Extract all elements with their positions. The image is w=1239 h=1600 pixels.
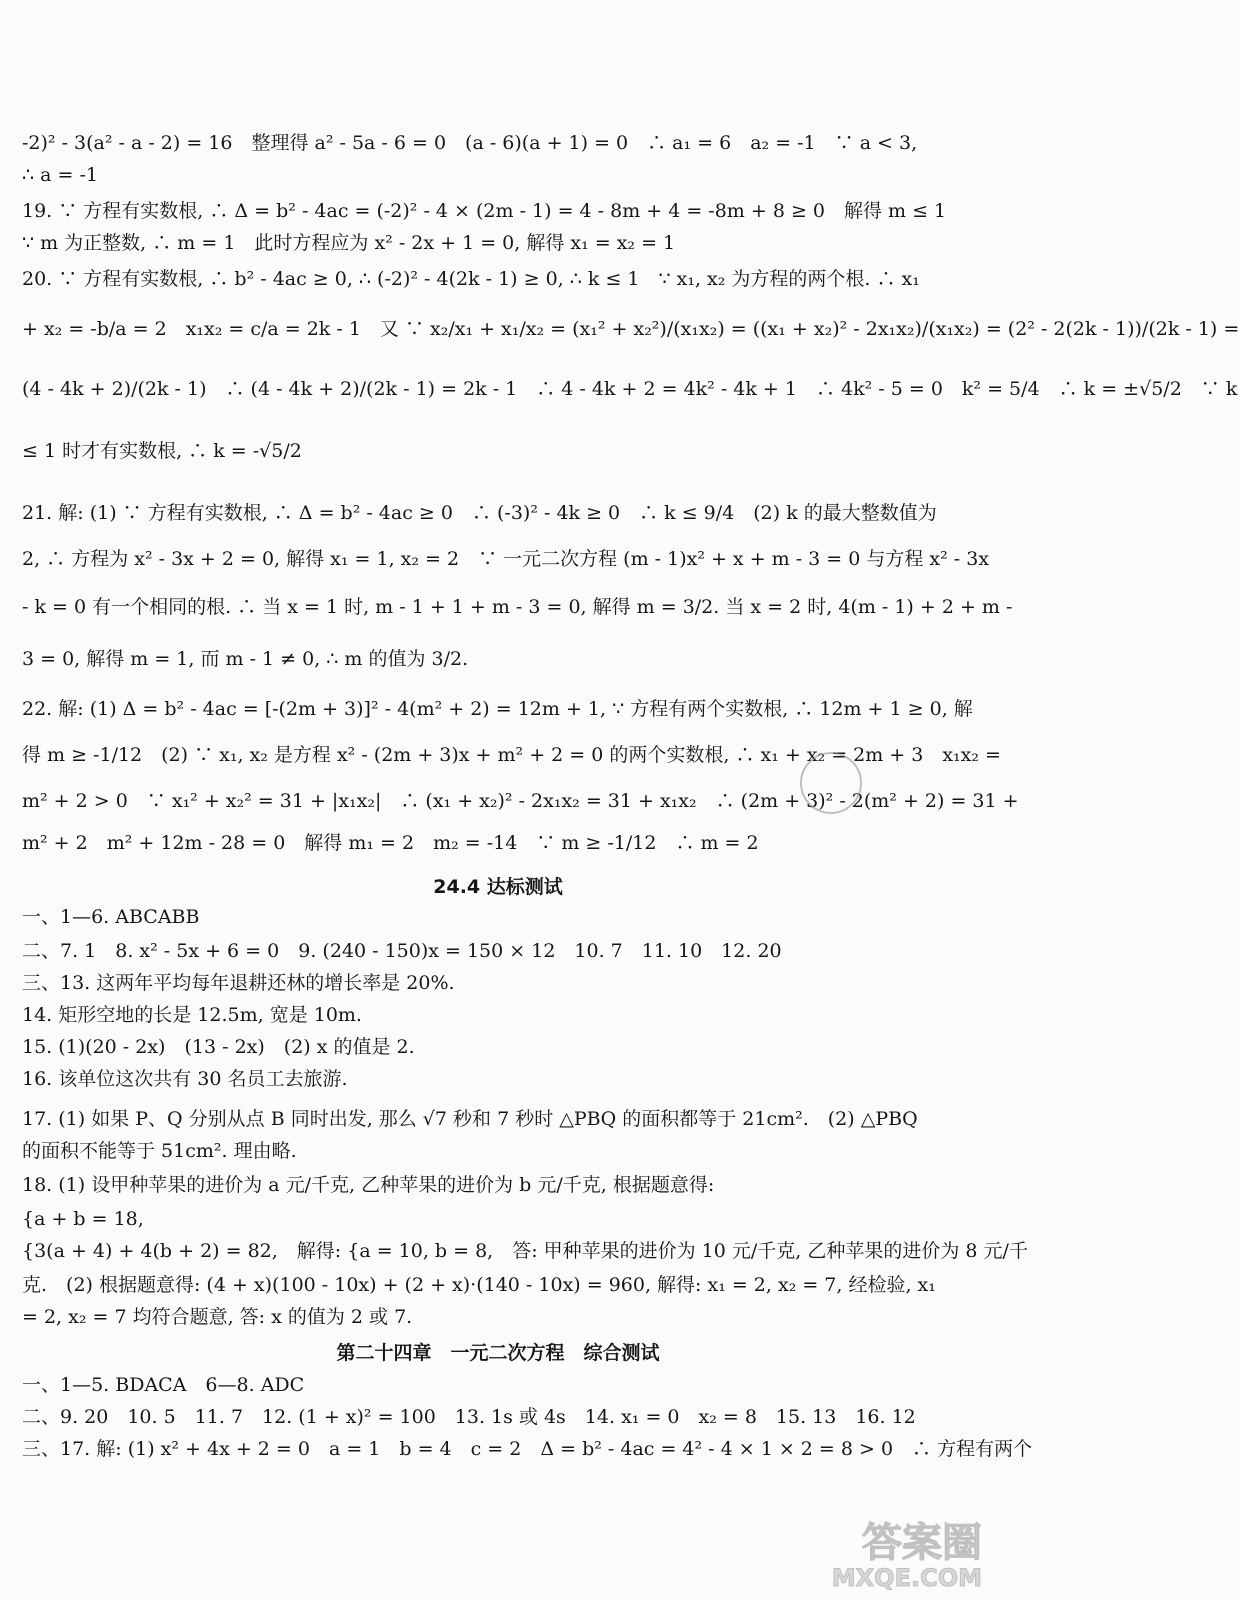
text-line: ≤ 1 时才有实数根, ∴ k = -√5/2	[22, 440, 302, 462]
watermark-url: MXQE.COM	[831, 1564, 982, 1592]
text-line: {a + b = 18,	[22, 1208, 144, 1230]
text-line: 三、17. 解: (1) x² + 4x + 2 = 0 a = 1 b = 4 c = 2 Δ = b² - 4ac = 4² - 4 × 1 × 2 = 8 > 0 ∴ 方程有两个	[22, 1438, 1033, 1460]
text-line: 二、9. 20 10. 5 11. 7 12. (1 + x)² = 100 13. 1s 或 4s 14. x₁ = 0 x₂ = 8 15. 13 16. 12	[22, 1406, 916, 1428]
text-line: 3 = 0, 解得 m = 1, 而 m - 1 ≠ 0, ∴ m 的值为 3/2.	[22, 648, 469, 670]
chapter-heading: 第二十四章 一元二次方程 综合测试	[336, 1342, 660, 1364]
text-line: -2)² - 3(a² - a - 2) = 16 整理得 a² - 5a - 6 = 0 (a - 6)(a + 1) = 0 ∴ a₁ = 6 a₂ = -1 ∵ a < 3,	[22, 132, 918, 154]
text-line: 克. (2) 根据题意得: (4 + x)(100 - 10x) + (2 + x)·(140 - 10x) = 960, 解得: x₁ = 2, x₂ = 7, 经检验, x₁	[22, 1274, 936, 1296]
text-line: 15. (1)(20 - 2x) (13 - 2x) (2) x 的值是 2.	[22, 1036, 415, 1058]
text-line: 一、1—5. BDACA 6—8. ADC	[22, 1374, 305, 1396]
text-line: + x₂ = -b/a = 2 x₁x₂ = c/a = 2k - 1 又 ∵ x₂/x₁ + x₁/x₂ = (x₁² + x₂²)/(x₁x₂) = ((x₁ + x₂)² - 2x₁x₂)/(x₁x₂) = (2² - 2(2k - 1))/(2k - 1) =	[22, 318, 1239, 340]
text-line: 19. ∵ 方程有实数根, ∴ Δ = b² - 4ac = (-2)² - 4 × (2m - 1) = 4 - 8m + 4 = -8m + 8 ≥ 0 解得 m ≤ 1	[22, 200, 947, 222]
text-line: ∴ a = -1	[22, 164, 98, 186]
text-line: 18. (1) 设甲种苹果的进价为 a 元/千克, 乙种苹果的进价为 b 元/千克, 根据题意得:	[22, 1174, 715, 1196]
text-line: 16. 该单位这次共有 30 名员工去旅游.	[22, 1068, 348, 1090]
text-line: 14. 矩形空地的长是 12.5m, 宽是 10m.	[22, 1004, 362, 1026]
text-line: - k = 0 有一个相同的根. ∴ 当 x = 1 时, m - 1 + 1 + m - 3 = 0, 解得 m = 3/2. 当 x = 2 时, 4(m - 1) + 2 + m -	[22, 596, 1013, 618]
text-line: 的面积不能等于 51cm². 理由略.	[22, 1140, 297, 1162]
text-line: m² + 2 m² + 12m - 28 = 0 解得 m₁ = 2 m₂ = -14 ∵ m ≥ -1/12 ∴ m = 2	[22, 832, 759, 854]
watermark-logo	[814, 1512, 984, 1592]
stamp-seal	[800, 752, 862, 814]
text-line: = 2, x₂ = 7 均符合题意, 答: x 的值为 2 或 7.	[22, 1306, 413, 1328]
text-line: (4 - 4k + 2)/(2k - 1) ∴ (4 - 4k + 2)/(2k - 1) = 2k - 1 ∴ 4 - 4k + 2 = 4k² - 4k + 1 ∴ 4k² - 5 = 0 k² = 5/4 ∴ k = ±√5/2 ∵ k	[22, 378, 1238, 400]
text-line: 21. 解: (1) ∵ 方程有实数根, ∴ Δ = b² - 4ac ≥ 0 ∴ (-3)² - 4k ≥ 0 ∴ k ≤ 9/4 (2) k 的最大整数值为	[22, 502, 937, 524]
watermark-text: 答案圈	[862, 1520, 982, 1566]
text-line: 17. (1) 如果 P、Q 分别从点 B 同时出发, 那么 √7 秒和 7 秒时 △PBQ 的面积都等于 21cm². (2) △PBQ	[22, 1108, 918, 1130]
text-line: m² + 2 > 0 ∵ x₁² + x₂² = 31 + |x₁x₂| ∴ (x₁ + x₂)² - 2x₁x₂ = 31 + x₁x₂ ∴ (2m + 3)² - 2(m² + 2) = 31 +	[22, 790, 1019, 812]
text-line: ∵ m 为正整数, ∴ m = 1 此时方程应为 x² - 2x + 1 = 0, 解得 x₁ = x₂ = 1	[22, 232, 676, 254]
text-line: 得 m ≥ -1/12 (2) ∵ x₁, x₂ 是方程 x² - (2m + 3)x + m² + 2 = 0 的两个实数根, ∴ x₁ + x₂ = 2m + 3 x₁x₂ =	[22, 744, 1001, 766]
text-line: 一、1—6. ABCABB	[22, 906, 200, 928]
text-line: 三、13. 这两年平均每年退耕还林的增长率是 20%.	[22, 972, 455, 994]
text-line: {3(a + 4) + 4(b + 2) = 82, 解得: {a = 10, b = 8, 答: 甲种苹果的进价为 10 元/千克, 乙种苹果的进价为 8 元/千	[22, 1240, 1028, 1262]
section-heading: 24.4 达标测试	[433, 876, 563, 898]
text-line: 20. ∵ 方程有实数根, ∴ b² - 4ac ≥ 0, ∴ (-2)² - 4(2k - 1) ≥ 0, ∴ k ≤ 1 ∵ x₁, x₂ 为方程的两个根. ∴ x₁	[22, 268, 920, 290]
text-line: 二、7. 1 8. x² - 5x + 6 = 0 9. (240 - 150)x = 150 × 12 10. 7 11. 10 12. 20	[22, 940, 782, 962]
text-line: 2, ∴ 方程为 x² - 3x + 2 = 0, 解得 x₁ = 1, x₂ = 2 ∵ 一元二次方程 (m - 1)x² + x + m - 3 = 0 与方程 x² - 3x	[22, 548, 990, 570]
text-line: 22. 解: (1) Δ = b² - 4ac = [-(2m + 3)]² - 4(m² + 2) = 12m + 1, ∵ 方程有两个实数根, ∴ 12m + 1 ≥ 0, 解	[22, 698, 973, 720]
